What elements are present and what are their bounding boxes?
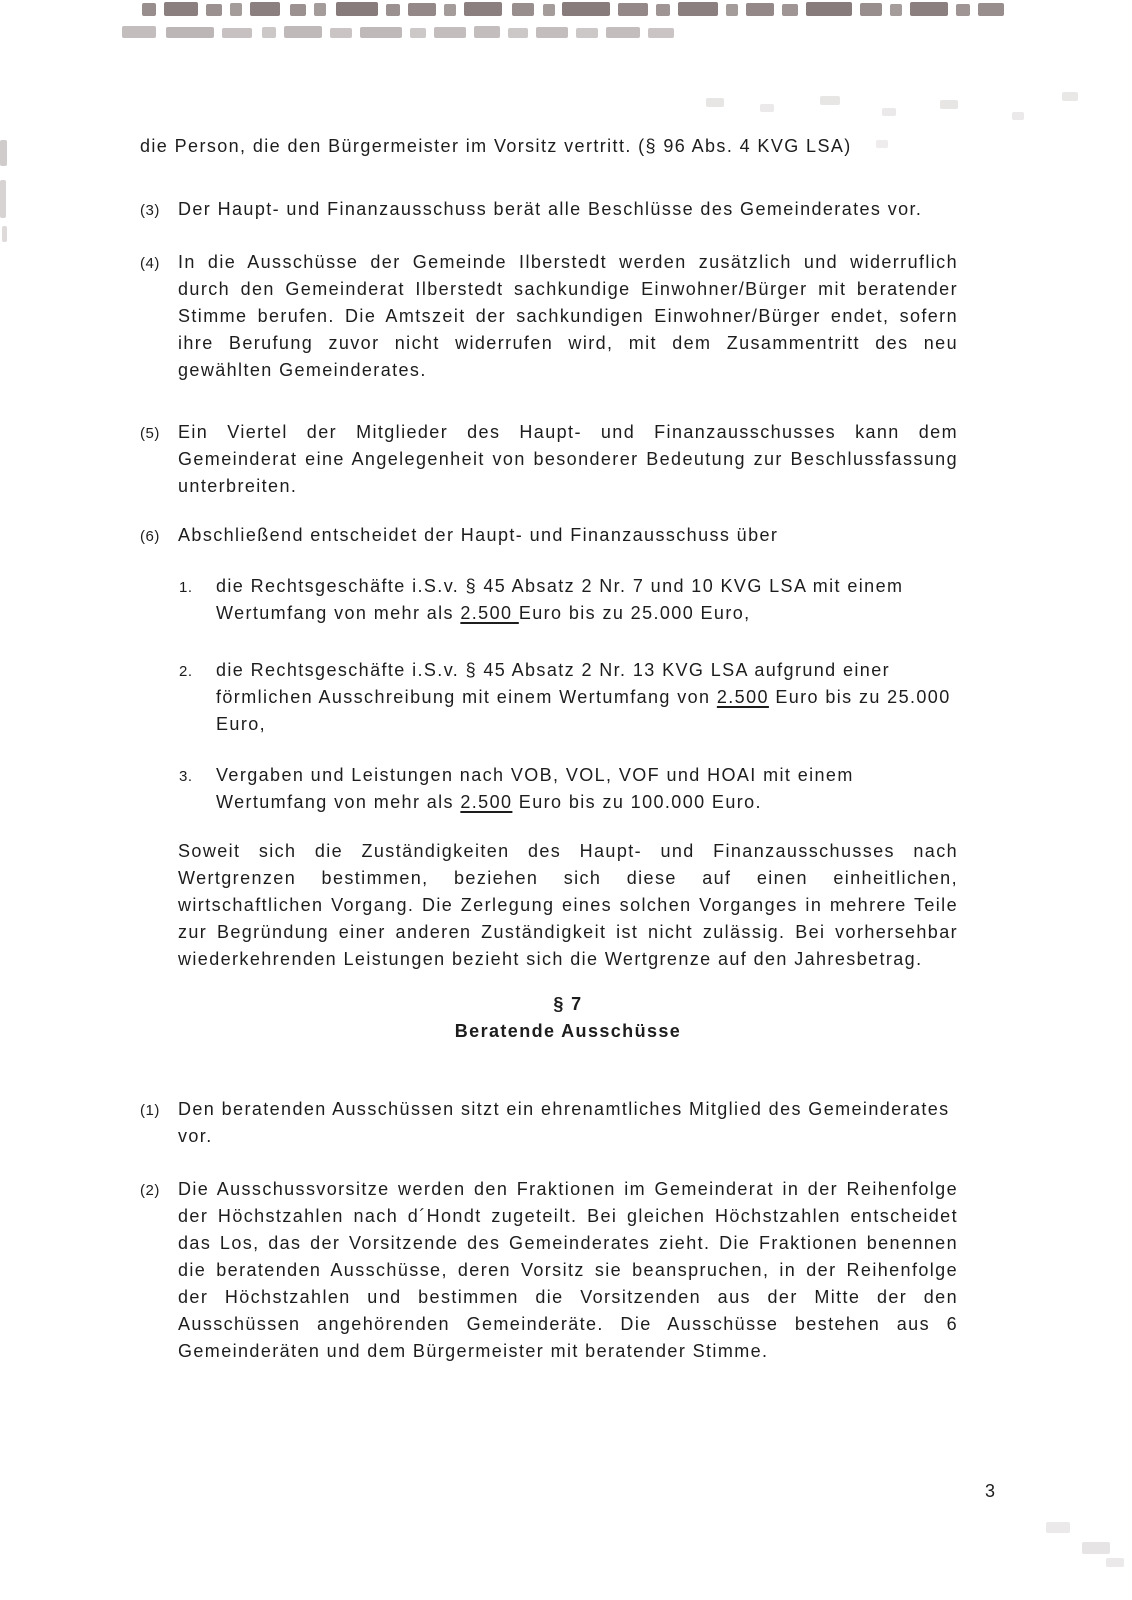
scan-artifact <box>1046 1522 1070 1533</box>
threshold-item-1-text-after: Euro bis zu 25.000 Euro, <box>518 603 751 623</box>
threshold-item-1-text <box>216 573 958 627</box>
clause-5 <box>140 419 958 500</box>
threshold-item-2-marker: 2. <box>179 663 193 680</box>
threshold-item-3-text <box>216 762 958 816</box>
threshold-item-3 <box>179 762 958 816</box>
section7-clause-2-marker: (2) <box>140 1182 160 1199</box>
section-heading-number: § 7 <box>553 994 583 1014</box>
clause-3-text: Der Haupt- und Finanzausschuss berät alle Beschlüsse des Gemeinderates vor. <box>178 199 923 219</box>
scan-artifact <box>1082 1542 1110 1554</box>
threshold-item-2-text <box>216 657 958 738</box>
section7-clause-1-text: Den beratenden Ausschüssen sitzt ein ehrenamtliches Mitglied des Gemeinderates vor. <box>178 1099 950 1146</box>
clause-6-text: Abschließend entscheidet der Haupt- und Finanzausschuss über <box>178 525 779 545</box>
value-limits-note: Soweit sich die Zuständigkeiten des Haupt- und Finanzausschusses nach Wertgrenzen bestimmen, beziehen sich diese auf einen einheitlichen, wirtschaftlichen Vorgang. Die Zerlegung eines solchen Vorganges in mehrere Teile zur Begründung einer anderen Zuständigkeit ist nicht zulässig. Bei vorhersehbar wiederkehrenden Leistungen bezieht sich die Wertgrenze auf den Jahresbetrag. <box>178 841 958 969</box>
clause-5-marker: (5) <box>140 425 160 442</box>
threshold-item-3-amount-underlined: 2.500 <box>460 792 513 812</box>
threshold-item-1 <box>179 573 958 627</box>
section-heading <box>178 991 958 1045</box>
threshold-item-2 <box>179 657 958 738</box>
section-heading-title: Beratende Ausschüsse <box>454 1021 682 1041</box>
section7-clause-2-text: Die Ausschussvorsitze werden den Fraktionen im Gemeinderat in der Reihenfolge der Höchstzahlen nach d´Hondt zugeteilt. Bei gleichen Höchstzahlen entscheidet das Los, das der Vorsitzende des Gemeinderates zieht. Die Fraktionen benennen die beratenden Ausschüsse, deren Vorsitz sie beanspruchen, in der Reihenfolge der Höchstzahlen und bestimmen die Vorsitzenden aus der Mitte der den Ausschüssen angehörenden Gemeinderäte. Die Ausschüsse bestehen aus 6 Gemeinderäten und dem Bürgermeister mit beratender Stimme. <box>178 1179 958 1361</box>
threshold-item-3-text-before: Vergaben und Leistungen nach VOB, VOL, VOF und HOAI mit einem Wertumfang von mehr als <box>216 765 854 812</box>
threshold-item-1-text-before: die Rechtsgeschäfte i.S.v. § 45 Absatz 2 Nr. 7 und 10 KVG LSA mit einem Wertumfang von mehr als <box>216 576 904 623</box>
clause-4-marker: (4) <box>140 255 160 272</box>
clause-4-text: In die Ausschüsse der Gemeinde Ilberstedt werden zusätzlich und widerruflich durch den Gemeinderat Ilberstedt sachkundige Einwohner/Bürger mit beratender Stimme berufen. Die Amtszeit der sachkundigen Einwohner/Bürger endet, sofern ihre Berufung zuvor nicht widerrufen wird, mit dem Zusammentritt des neu gewählten Gemeinderates. <box>178 252 958 380</box>
clause-3-marker: (3) <box>140 202 160 219</box>
threshold-item-3-text-after: Euro bis zu 100.000 Euro. <box>512 792 762 812</box>
clause-5-text: Ein Viertel der Mitglieder des Haupt- und Finanzausschusses kann dem Gemeinderat eine Angelegenheit von besonderer Bedeutung zur Beschlussfassung unterbreiten. <box>178 422 958 496</box>
threshold-item-2-text-before: die Rechtsgeschäfte i.S.v. § 45 Absatz 2 Nr. 13 KVG LSA aufgrund einer förmlichen Ausschreibung mit einem Wertumfang von <box>216 660 891 707</box>
clause-3 <box>140 196 958 224</box>
clause-6-marker: (6) <box>140 528 160 545</box>
page-number: 3 <box>985 1481 996 1501</box>
threshold-item-3-marker: 3. <box>179 768 193 785</box>
clause-6 <box>140 522 958 550</box>
threshold-item-2-text-after: Euro bis zu 25.000 Euro, <box>216 687 951 734</box>
section7-clause-1-marker: (1) <box>140 1102 160 1119</box>
scan-artifact <box>1106 1558 1124 1567</box>
threshold-item-1-amount-underlined: 2.500 <box>460 603 519 623</box>
threshold-item-1-marker: 1. <box>179 579 193 596</box>
threshold-item-2-amount-underlined: 2.500 <box>716 687 769 707</box>
section7-clause-2 <box>140 1176 958 1365</box>
paragraph-continuation: die Person, die den Bürgermeister im Vorsitz vertritt. (§ 96 Abs. 4 KVG LSA) <box>140 136 852 156</box>
section7-clause-1 <box>140 1096 958 1150</box>
clause-4 <box>140 249 958 384</box>
